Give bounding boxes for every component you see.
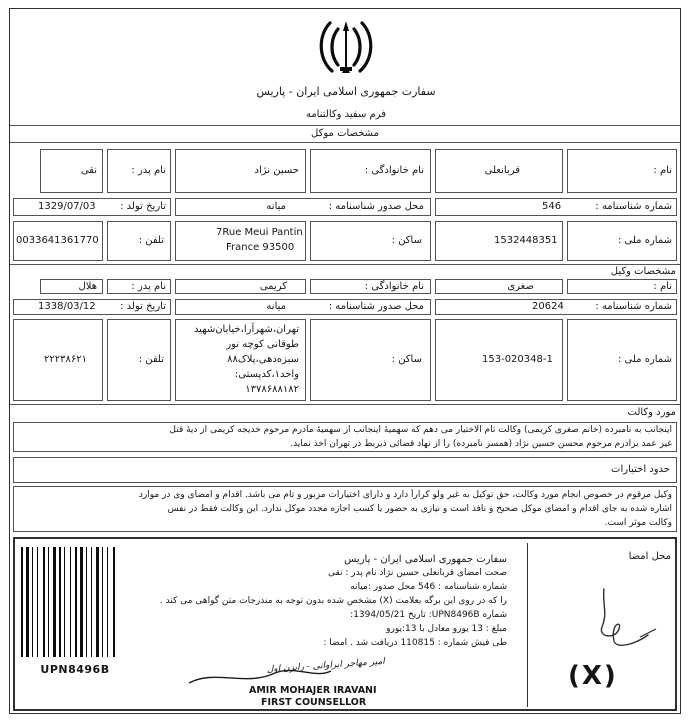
attorney-name-label-cell [567,279,677,294]
principal-national-id-value: 1532448351 [494,235,558,246]
principal-father-value: نقی [80,165,97,176]
officer-title: FIRST COUNSELLOR [261,697,367,708]
attorney-id-issue-value: میانه [266,301,286,312]
principal-section-title: مشخصات موکل [311,128,379,139]
client-signature-icon [544,583,664,663]
certification-line5: شماره UPN8496B: تاریخ 1394/05/21: [350,610,507,620]
attorney-residence-line2: طوقانی کوچه نور [226,339,299,350]
principal-name-value: قربانعلی [484,165,520,176]
signature-box-title: محل امضا [628,551,671,562]
principal-phone-cell [13,221,103,261]
subject-text-box [13,422,677,452]
principal-residence-line1: 7Rue Meui Pantin [216,227,303,238]
barcode-bar [32,547,33,657]
attorney-father-value: هلال [78,281,97,292]
barcode-bar [102,547,103,657]
principal-surname-value: حسین نژاد [254,165,299,176]
attorney-phone-cell [13,319,103,401]
certification-line3: شماره شناسنامه : 546 محل صدور :میانه [350,582,507,592]
attorney-id-number-row [435,299,677,315]
attorney-residence-label: ساکن : [391,354,422,365]
embassy-title: سفارت جمهوری اسلامی ایران - پاریس [256,85,436,98]
principal-id-number-label: شماره شناسنامه : [595,201,672,212]
barcode-bar [53,547,56,657]
attorney-id-issue-row [175,299,431,315]
attorney-father-label-cell [107,279,171,294]
attorney-father-cell [40,279,103,294]
principal-phone-value: 0033641361770 [16,235,99,246]
certification-line2: صحت امضای قربانعلی حسین نژاد نام پدر : نقی [327,568,507,578]
authority-text-line1: وکیل مرقوم در خصوص انجام مورد وکالت، حق توکیل به غیر ولو کراراً دارد و دارای اختیارات مزبور و تام می باشد. اقدام و امضای وی در موارد [138,490,672,500]
attorney-birth-label: تاریخ تولد : [120,301,166,312]
principal-surname-cell [175,149,306,193]
barcode-bar [113,547,115,657]
principal-section-header [10,125,680,143]
attorney-surname-label-cell [310,279,431,294]
attorney-phone-value: ۲۲۲۳۸۶۲۱ [44,354,87,365]
attorney-birth-value: 1338/03/12 [38,301,96,312]
principal-name-label: نام : [653,165,672,176]
attorney-national-id-label-cell [567,319,677,401]
attorney-name-value: صغری [507,281,534,292]
signature-mark: (X) [568,661,618,691]
signature-box [527,543,675,707]
principal-father-cell [40,149,103,193]
attorney-name-label: نام : [653,281,672,292]
authority-text-line3: وکالت موثر است. [604,518,672,528]
barcode-bar [21,547,23,657]
certification-line4: را که در روی این برگه بعلامت (X) مشخص شده بدون توجه به مندرجات متن گواهی می کند . [159,596,507,606]
attorney-residence-line1: تهران،شهرآرا،خیابان‌شهید [193,324,299,335]
principal-name-label-cell [567,149,677,193]
officer-handwritten-signature: امیر مهاجر ایراوانی - رایزن اول [266,656,386,675]
principal-national-id-cell [435,221,563,261]
authority-text-box [13,486,677,532]
attorney-residence-line5: ۱۳۷۸۶۸۸۱۸۲ [245,384,299,395]
barcode-bar [91,547,92,657]
attorney-residence-cell [175,319,306,401]
barcode-bar [75,547,77,657]
attorney-birth-row [13,299,171,315]
certification-line6: مبلغ : 13 یورو معادل با 13:یورو [386,624,507,634]
principal-id-issue-label: محل صدور شناسنامه : [328,201,424,212]
attorney-phone-label-cell [107,319,171,401]
barcode-bar [26,547,29,657]
principal-residence-line2: France 93500 [226,242,295,253]
principal-birth-label: تاریخ تولد : [120,201,166,212]
attorney-id-number-value: 20624 [532,301,564,312]
subject-section-title: مورد وکالت [627,407,676,418]
principal-name-cell [435,149,563,193]
barcode-bar [107,547,108,657]
subject-text-line2: غیر عمد برادرم مرحوم محسن حسین نژاد (همسر نامبرده) را از نهاد قضائی ذیربط در تهران اخذ نماید. [290,439,672,449]
principal-id-number-value: 546 [542,201,562,212]
principal-national-id-label: شماره ملی : [617,235,672,246]
principal-residence-cell [175,221,306,261]
principal-birth-value: 1329/07/03 [38,201,96,212]
attorney-surname-cell [175,279,306,294]
attorney-id-issue-label: محل صدور شناسنامه : [328,301,424,312]
certification-block [13,537,677,711]
officer-name: AMIR MOHAJER IRAVANI [249,685,377,696]
authority-section-title: حدود اختیارات [611,464,670,475]
attorney-residence-line4: واحد۱،کدپستی: [234,369,299,380]
attorney-name-cell [435,279,563,294]
barcode-bar [43,547,45,657]
barcode-bar [80,547,83,657]
subject-text-line1: اینجانب به نامبرده (خانم صغری کریمی) وکالت تام الاختیار می دهم که سهمیهٔ اینجانب از سهمیهٔ مادرم مرحوم خدیجه کریمی از دیهٔ قتل [169,425,672,435]
iran-emblem-icon [316,15,376,81]
principal-phone-label: تلفن : [138,235,164,246]
attorney-residence-line3: سبزه‌دهی،پلاک۸۸ [227,354,299,365]
principal-surname-label: نام خانوادگی : [364,165,424,176]
certification-line1: سفارت جمهوری اسلامی ایران - پاریس [344,554,507,565]
principal-birth-row [13,198,171,216]
attorney-national-id-cell [435,319,563,401]
barcode-code: UPN8496B [40,663,110,676]
attorney-surname-label: نام خانوادگی : [364,281,424,292]
barcode-bar [37,547,38,657]
form-title: فرم سفید وکالتنامه [305,109,387,120]
attorney-national-id-label: شماره ملی : [617,354,672,365]
principal-national-id-label-cell [567,221,677,261]
barcode-bar [64,547,65,657]
attorney-father-label: نام پدر : [131,281,166,292]
attorney-id-number-label: شماره شناسنامه : [595,301,672,312]
principal-father-label: نام پدر : [131,165,166,176]
attorney-residence-label-cell [310,319,431,401]
principal-id-issue-row [175,198,431,216]
barcode [21,547,124,657]
principal-residence-label-cell [310,221,431,261]
attorney-section-title: مشخصات وکیل [610,266,676,277]
barcode-bar [86,547,87,657]
attorney-national-id-value: 153-020348-1 [482,354,553,365]
principal-id-number-row [435,198,677,216]
principal-surname-label-cell [310,149,431,193]
attorney-phone-label: تلفن : [138,354,164,365]
principal-residence-label: ساکن : [391,235,422,246]
principal-father-label-cell [107,149,171,193]
barcode-bar [70,547,71,657]
barcode-bar [96,547,99,657]
principal-id-issue-value: میانه [266,201,286,212]
attorney-section-header [10,264,680,278]
authority-header-box [13,457,677,483]
power-of-attorney-form [9,8,681,714]
barcode-bar [48,547,49,657]
attorney-surname-value: کریمی [259,281,287,292]
barcode-bar [59,547,61,657]
principal-phone-label-cell [107,221,171,261]
certification-line7: طی فیش شماره : 110815 دریافت شد . امضا : [323,638,507,648]
authority-text-line2: اشاره شده به جای اقدام و امضای موکل صحیح و نافذ است و نیازی به حضور یا کسب اجازه مجدد موکل ندارد. این وکالت فقط در نفس [167,504,672,514]
